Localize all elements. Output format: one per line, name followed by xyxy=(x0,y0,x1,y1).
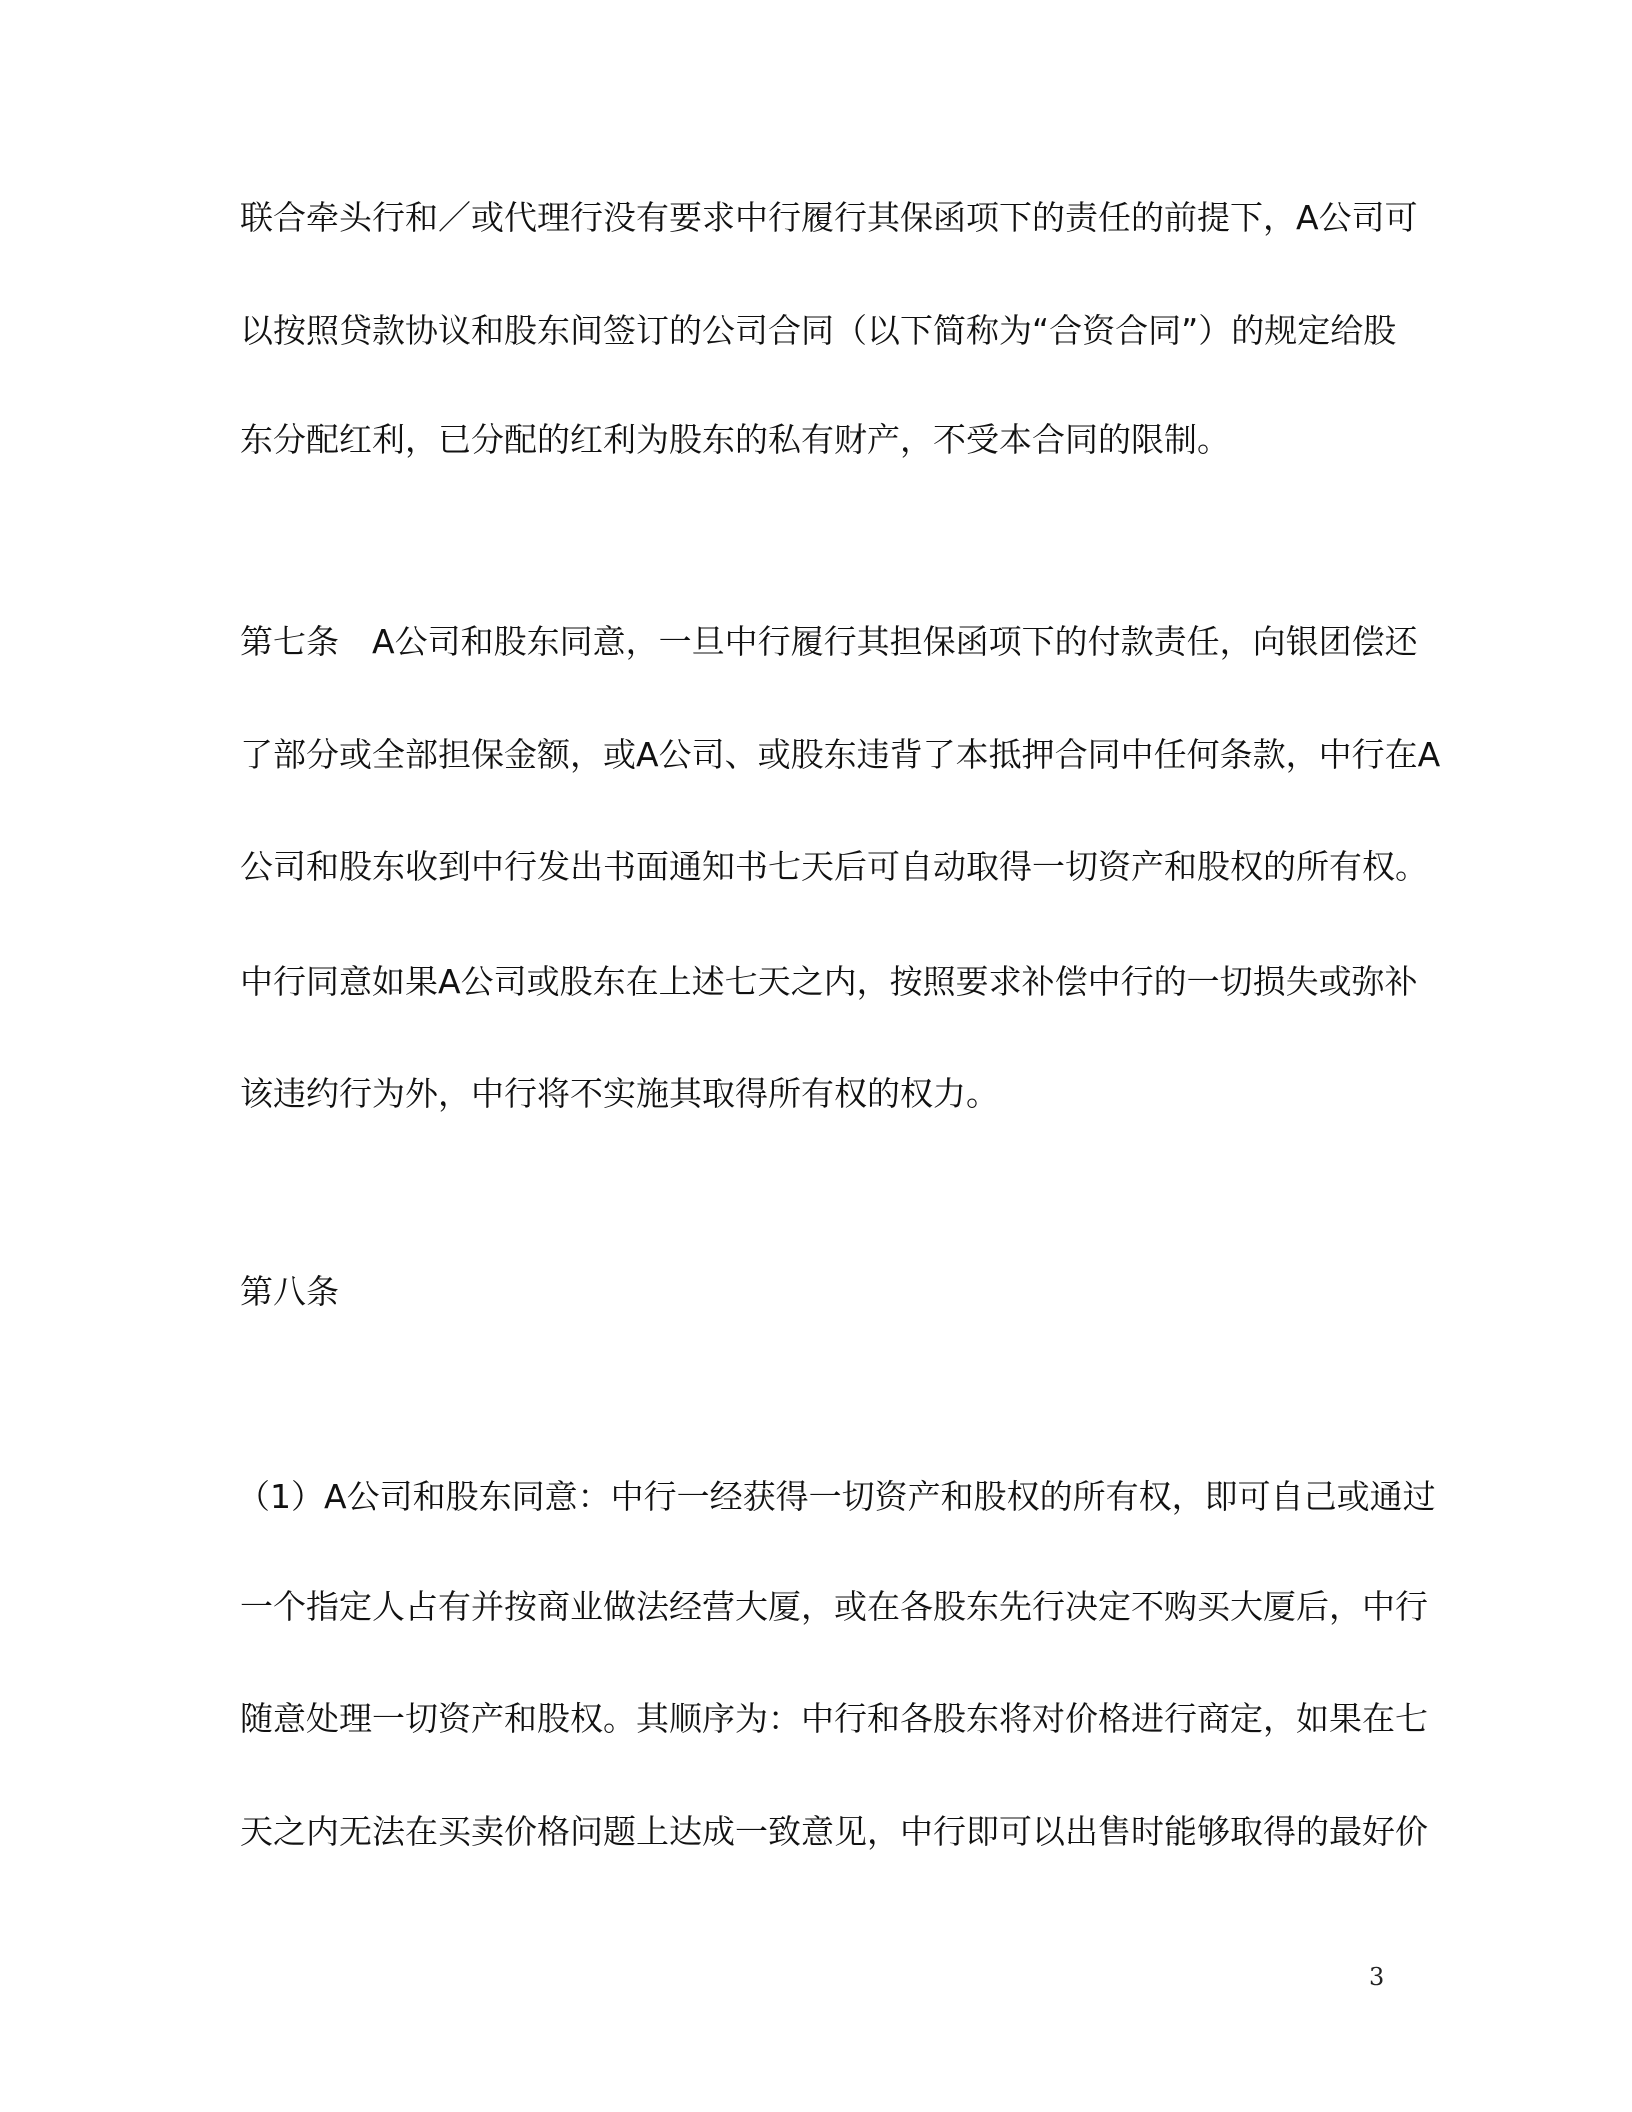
text-line: 该违约行为外，中行将不实施其取得所有权的权力。 xyxy=(240,1074,999,1113)
text-line: 东分配红利，已分配的红利为股东的私有财产，不受本合同的限制。 xyxy=(240,420,1230,459)
text-line: 了部分或全部担保金额，或A公司、或股东违背了本抵押合同中任何条款，中行在A xyxy=(240,735,1441,774)
text-line: 随意处理一切资产和股权。其顺序为：中行和各股东将对价格进行商定，如果在七 xyxy=(240,1699,1428,1738)
article-8-heading: 第八条 xyxy=(240,1272,339,1311)
text-line: 联合牵头行和／或代理行没有要求中行履行其保函项下的责任的前提下，A公司可 xyxy=(240,198,1418,237)
text-line: 天之内无法在买卖价格问题上达成一致意见，中行即可以出售时能够取得的最好价 xyxy=(240,1812,1428,1851)
text-line: 公司和股东收到中行发出书面通知书七天后可自动取得一切资产和股权的所有权。 xyxy=(240,847,1428,886)
text-line: 以按照贷款协议和股东间签订的公司合同（以下简称为“合资合同”）的规定给股 xyxy=(240,311,1397,350)
text-line: 中行同意如果A公司或股东在上述七天之内，按照要求补偿中行的一切损失或弥补 xyxy=(240,962,1418,1001)
text-line: 一个指定人占有并按商业做法经营大厦，或在各股东先行决定不购买大厦后，中行 xyxy=(240,1587,1428,1626)
page-number: 3 xyxy=(1369,1963,1385,1991)
text-line: （1）A公司和股东同意：中行一经获得一切资产和股权的所有权，即可自己或通过 xyxy=(237,1477,1436,1516)
article-7-line: 第七条 A公司和股东同意，一旦中行履行其担保函项下的付款责任，向银团偿还 xyxy=(240,622,1418,661)
